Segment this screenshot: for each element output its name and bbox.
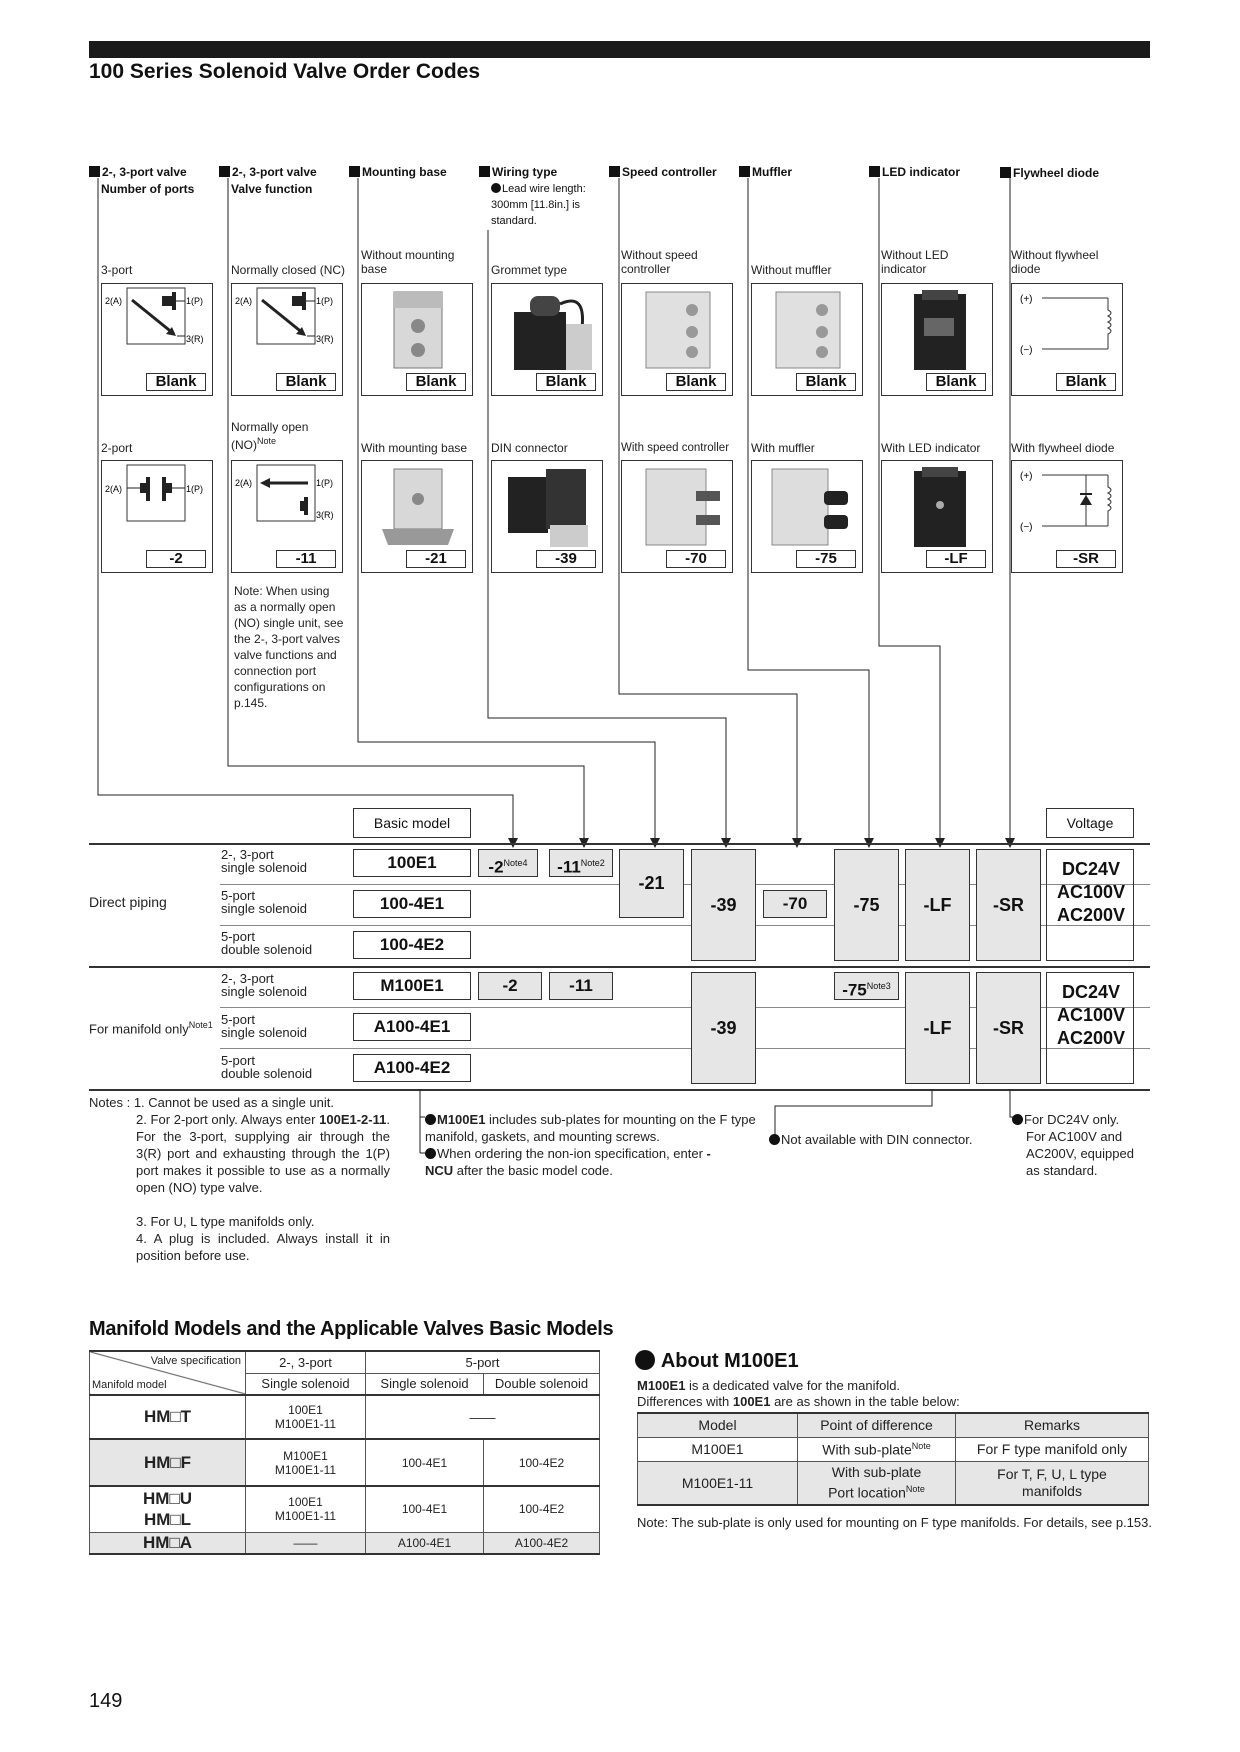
opt-label: 2-port: [101, 441, 133, 455]
model-100-4e2: 100-4E2: [353, 931, 471, 959]
code-lf-cell: -LF: [905, 972, 970, 1084]
code-39: -39: [536, 550, 596, 568]
divider: [89, 843, 1150, 845]
divider: [89, 966, 1150, 968]
code-21: -21: [406, 550, 466, 568]
code-39-cell: -39: [691, 849, 756, 961]
valve-photo-icon: [762, 288, 854, 372]
model-m100e1: M100E1: [353, 972, 471, 1000]
cell: ——: [246, 1532, 366, 1554]
port-2a-label: 2(A): [235, 478, 253, 488]
option-box-nc: [231, 283, 343, 396]
header-single: Single solenoid: [366, 1373, 484, 1395]
valve-symbol-icon: [232, 284, 342, 374]
opt-label: 3-port: [101, 263, 133, 277]
code-39-cell: -39: [691, 972, 756, 1084]
opt-label: With LED indicator: [881, 441, 981, 455]
code-11-cell: -11: [549, 972, 613, 1000]
opt-label: Grommet type: [491, 263, 568, 277]
cell: A100-4E1: [366, 1532, 484, 1554]
valve-symbol-icon: [102, 284, 212, 374]
code-70-cell: -70: [763, 890, 827, 918]
code-blank: Blank: [926, 373, 986, 391]
port-1p-label: 1(P): [186, 296, 204, 306]
page-title: 100 Series Solenoid Valve Order Codes: [89, 60, 481, 83]
option-box-with-speed: [621, 460, 733, 573]
port-2a-label: 2(A): [105, 296, 123, 306]
option-box-no-led: [881, 283, 993, 396]
table-corner: [90, 1351, 246, 1395]
option-box-no-diode: [1011, 283, 1123, 396]
m100e1-note: M100E1 includes sub-plates for mounting on the F type manifold, gaskets, and mounting screws.: [425, 1112, 756, 1144]
cell: 100E1 M100E1-11: [246, 1486, 366, 1532]
code-2-cell: -2: [478, 972, 542, 1000]
header-2-3port: 2-, 3-port: [246, 1351, 366, 1373]
voltage-ac100: AC100V: [1056, 1005, 1126, 1025]
code-sr-cell: -SR: [976, 972, 1041, 1084]
option-box-grommet: [491, 283, 603, 396]
diode-symbol-icon: [1012, 461, 1122, 551]
option-box-with-muffler: [751, 460, 863, 573]
cell: ——: [366, 1395, 600, 1439]
option-box-with-diode: [1011, 460, 1123, 573]
page-number: 149: [89, 1690, 123, 1712]
port-2a-label: 2(A): [105, 484, 123, 494]
option-box-with-base: [361, 460, 473, 573]
terminal-plus-label: (+): [1020, 471, 1033, 482]
opt-label: Normally closed (NC): [231, 263, 346, 277]
cell: 100-4E2: [484, 1439, 600, 1486]
cat-mounting-base: Mounting base: [349, 164, 479, 181]
option-box-2port: [101, 460, 213, 573]
group-direct-piping: Direct piping: [89, 894, 167, 910]
code-2-note4: $-2^{Note4}$: [478, 849, 538, 877]
header-double: Double solenoid: [484, 1373, 600, 1395]
valve-photo-icon: [632, 465, 724, 549]
cat-flywheel-diode: Flywheel diode: [1000, 165, 1130, 182]
manifold-model: HM□F: [90, 1439, 246, 1486]
opt-label: Without muffler: [751, 263, 832, 277]
cat-valve-function: 2-, 3-port valve Valve function: [219, 164, 349, 198]
model-label: Manifold model: [92, 1379, 167, 1391]
opt-label: With flywheel diode: [1011, 441, 1115, 455]
opt-label: Normally open (NO)$^{Note}$: [231, 420, 309, 452]
about-desc: M100E1 is a dedicated valve for the manifold. Differences with 100E1 are as shown in the table below:: [637, 1378, 960, 1409]
manifold-model: HM□A: [90, 1532, 246, 1554]
manifold-table: [89, 1350, 600, 1555]
port-1p-label: 1(P): [186, 484, 204, 494]
option-box-with-led: [881, 460, 993, 573]
valve-photo-icon: [372, 465, 464, 549]
model-100-4e1: 100-4E1: [353, 890, 471, 918]
cat-ports: 2-, 3-port valve Number of ports: [89, 164, 219, 198]
code-lf-cell: -LF: [905, 849, 970, 961]
opt-label: With muffler: [751, 441, 815, 455]
about-note: Note: The sub-plate is only used for mounting on F type manifolds. For details, see p.153.: [637, 1515, 1152, 1530]
valve-photo-icon: [892, 288, 984, 372]
about-title: About M100E1: [635, 1350, 799, 1373]
note-2: 2. For 2-port only. Always enter 100E1-2-11. For the 3-port, supplying air through the 3(R) port and exhausting through the 1(P) port makes it possible to use as a normally open (NO) type valve.: [136, 1112, 390, 1195]
cell: 100-4E1: [366, 1486, 484, 1532]
code-75: -75: [796, 550, 856, 568]
option-box-no-base: [361, 283, 473, 396]
cell: For T, F, U, L type manifolds: [956, 1461, 1149, 1505]
voltage-cell: [1046, 972, 1134, 1084]
terminal-plus-label: (+): [1020, 294, 1033, 305]
terminal-minus-label: (−): [1020, 522, 1033, 533]
header-model: Model: [638, 1413, 798, 1437]
code-75-cell: -75: [834, 849, 899, 961]
voltage-ac200: AC200V: [1056, 905, 1126, 925]
opt-label: Without flywheel diode: [1011, 248, 1099, 276]
basic-model-header: Basic model: [353, 808, 471, 838]
code-sr-cell: -SR: [976, 849, 1041, 961]
opt-label: DIN connector: [491, 441, 568, 455]
note-3: 3. For U, L type manifolds only.: [136, 1214, 315, 1229]
opt-label: Without speed controller: [621, 248, 698, 276]
valve-photo-icon: [502, 465, 594, 549]
terminal-minus-label: (−): [1020, 345, 1033, 356]
header-point: Point of difference: [798, 1413, 956, 1437]
code-blank: Blank: [666, 373, 726, 391]
voltage-cell: [1046, 849, 1134, 961]
opt-label: Without mounting base: [361, 248, 455, 276]
code-2: -2: [146, 550, 206, 568]
row-label: 5-port single solenoid: [221, 1012, 308, 1040]
cell: A100-4E2: [484, 1532, 600, 1554]
code-11-note2: $-11^{Note2}$: [549, 849, 613, 877]
option-box-din: [491, 460, 603, 573]
port-3r-label: 3(R): [186, 334, 204, 344]
cell: 100-4E1: [366, 1439, 484, 1486]
voltage-header: Voltage: [1046, 808, 1134, 838]
din-note: Not available with DIN connector.: [769, 1131, 1009, 1148]
code-21-cell: -21: [619, 849, 684, 918]
spec-label: Valve specification: [150, 1355, 241, 1367]
port-1p-label: 1(P): [316, 478, 334, 488]
valve-symbol-icon: [232, 461, 342, 551]
valve-photo-icon: [502, 288, 594, 372]
option-box-no-speed: [621, 283, 733, 396]
header-5port: 5-port: [366, 1351, 600, 1373]
model-100e1: 100E1: [353, 849, 471, 877]
code-blank: Blank: [146, 373, 206, 391]
notes-block: Notes : 1. Cannot be used as a single unit.: [89, 1095, 335, 1110]
header-remarks: Remarks: [956, 1413, 1149, 1437]
row-label: 2-, 3-port single solenoid: [221, 971, 308, 999]
port-1p-label: 1(P): [316, 296, 334, 306]
voltage-dc24: DC24V: [1061, 859, 1121, 879]
code-blank: Blank: [406, 373, 466, 391]
code-blank: Blank: [276, 373, 336, 391]
port-3r-label: 3(R): [316, 510, 334, 520]
about-table: [637, 1412, 1149, 1506]
code-blank: Blank: [536, 373, 596, 391]
option-box-no-muffler: [751, 283, 863, 396]
valve-photo-icon: [632, 288, 724, 372]
cell: With sub-plate$^{Note}$: [798, 1437, 956, 1461]
voltage-ac200: AC200V: [1056, 1028, 1126, 1048]
voltage-ac100: AC100V: [1056, 882, 1126, 902]
dc24-note: For DC24V only. For AC100V and AC200V, equipped as standard.: [1012, 1111, 1140, 1179]
header-single: Single solenoid: [246, 1373, 366, 1395]
opt-label: With mounting base: [361, 441, 468, 455]
option-box-3port: [101, 283, 213, 396]
valve-function-note: Note: When using as a normally open (NO) single unit, see the 2-, 3-port valves valve functions and connection port configurations on p.145.: [234, 584, 344, 710]
manifold-model: HM□U HM□L: [90, 1486, 246, 1532]
cell: 100-4E2: [484, 1486, 600, 1532]
cell: M100E1-11: [638, 1461, 798, 1505]
note-4: 4. A plug is included. Always install it in position before use.: [136, 1231, 390, 1263]
manifold-model: HM□T: [90, 1395, 246, 1439]
code-blank: Blank: [1056, 373, 1116, 391]
voltage-dc24: DC24V: [1061, 982, 1121, 1002]
cell: M100E1 M100E1-11: [246, 1439, 366, 1486]
cell: With sub-plate Port location$^{Note}$: [798, 1461, 956, 1505]
row-label: 5-port double solenoid: [221, 929, 313, 957]
code-sr: -SR: [1056, 550, 1116, 568]
row-label: 2-, 3-port single solenoid: [221, 847, 308, 875]
opt-label: Without LED indicator: [881, 248, 949, 276]
cat-wiring-type: Wiring type Lead wire length: 300mm [11.8in.] is standard.: [479, 164, 604, 229]
coil-symbol-icon: [1012, 284, 1122, 374]
model-a100-4e1: A100-4E1: [353, 1013, 471, 1041]
opt-label: With speed controller: [621, 442, 730, 454]
row-label: 5-port single solenoid: [221, 888, 308, 916]
option-box-no: [231, 460, 343, 573]
code-blank: Blank: [796, 373, 856, 391]
cat-speed-controller: Speed controller: [609, 164, 739, 181]
port-2a-label: 2(A): [235, 296, 253, 306]
ncu-note: When ordering the non-ion specification, enter -NCU after the basic model code.: [425, 1146, 711, 1178]
valve-photo-icon: [762, 465, 854, 549]
cat-muffler: Muffler: [739, 164, 869, 181]
manifold-title: Manifold Models and the Applicable Valves Basic Models: [89, 1318, 614, 1340]
cell: For F type manifold only: [956, 1437, 1149, 1461]
valve-symbol-icon: [102, 461, 212, 551]
model-a100-4e2: A100-4E2: [353, 1054, 471, 1082]
cell: 100E1 M100E1-11: [246, 1395, 366, 1439]
row-label: 5-port double solenoid: [221, 1053, 313, 1081]
code-lf: -LF: [926, 550, 986, 568]
port-3r-label: 3(R): [316, 334, 334, 344]
valve-photo-icon: [892, 465, 984, 549]
code-11: -11: [276, 550, 336, 568]
group-manifold-only: For manifold only$^{Note1}$: [89, 1020, 213, 1037]
valve-photo-icon: [372, 288, 464, 372]
code-70: -70: [666, 550, 726, 568]
code-75-note3: $-75^{Note3}$: [834, 972, 899, 1000]
cat-led-indicator: LED indicator: [869, 164, 999, 181]
cell: M100E1: [638, 1437, 798, 1461]
